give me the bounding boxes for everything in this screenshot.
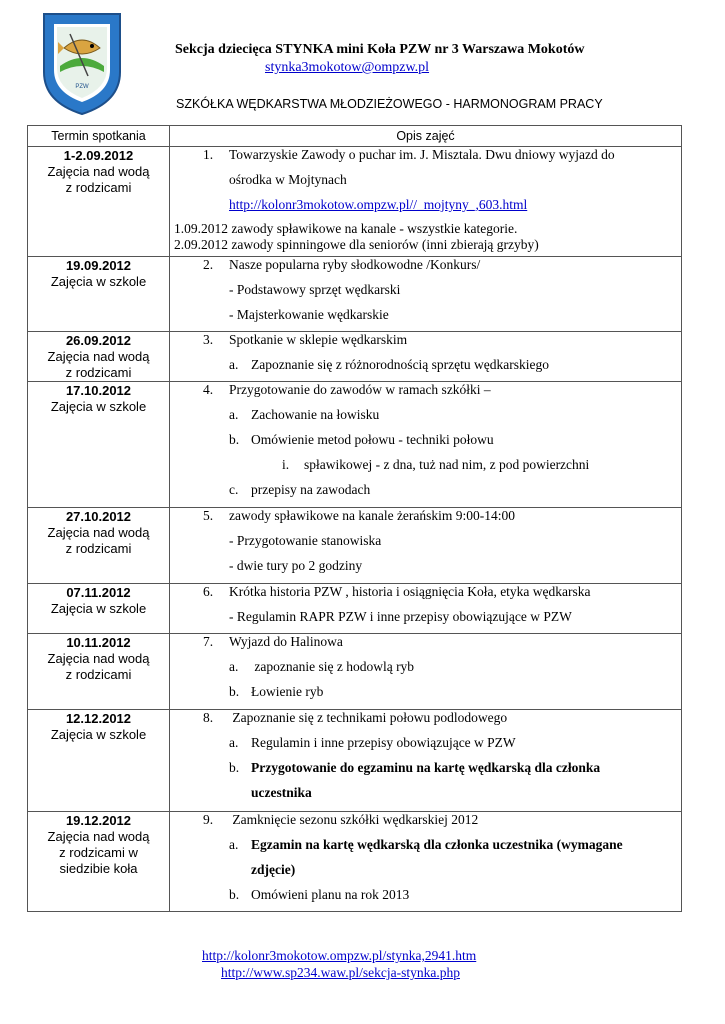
row-date-cell xyxy=(28,710,170,812)
sub-item xyxy=(170,404,681,429)
row-description-cell xyxy=(170,710,682,812)
sub-item xyxy=(170,884,681,909)
meeting-type-cont: z rodzicami xyxy=(65,541,132,556)
stynka-page-link[interactable]: http://kolonr3mokotow.ompzw.pl/stynka,2941.htm xyxy=(202,948,477,963)
sub-item xyxy=(170,354,681,379)
item-number: 2. xyxy=(203,257,214,272)
table-row xyxy=(28,634,682,710)
item-text-cont: ośrodka w Mojtynach xyxy=(229,172,347,187)
row-description-cell xyxy=(170,382,682,508)
item-text: Nasze popularna ryby słodkowodne /Konkurs/ xyxy=(229,257,481,272)
note-line: 1.09.2012 zawody spławikowe na kanale - wszystkie kategorie. xyxy=(174,221,518,236)
meeting-date: 1-2.09.2012 xyxy=(63,148,134,163)
table-row xyxy=(28,710,682,812)
meeting-type-cont: z rodzicami xyxy=(65,667,132,682)
sub-item xyxy=(170,681,681,706)
sub-text: Przygotowanie do egzaminu na kartę wędkarską dla członka xyxy=(251,760,601,775)
sub-letter: b. xyxy=(229,760,240,775)
contact-email-link[interactable]: stynka3mokotow@ompzw.pl xyxy=(265,60,430,75)
item-number: 7. xyxy=(203,634,214,649)
sub-letter: a. xyxy=(229,357,239,372)
sub-item xyxy=(170,479,681,504)
sub-text: Regulamin i inne przepisy obowiązujące w PZW xyxy=(251,735,516,750)
row-description-cell xyxy=(170,332,682,382)
list-item xyxy=(170,144,681,169)
table-row xyxy=(28,147,682,257)
sub-letter: b. xyxy=(229,432,240,447)
table-row xyxy=(28,508,682,584)
sub-item xyxy=(170,757,681,782)
sub-letter: a. xyxy=(229,837,239,852)
svg-text:PZW: PZW xyxy=(75,84,89,90)
table-row xyxy=(28,382,682,508)
meeting-date: 07.11.2012 xyxy=(66,585,131,600)
table-row xyxy=(28,584,682,634)
list-item xyxy=(170,505,681,530)
item-text: Wyjazd do Halinowa xyxy=(229,634,343,649)
sub-item xyxy=(170,732,681,757)
list-item xyxy=(170,631,681,656)
sub-letter: b. xyxy=(229,684,240,699)
item-text: zawody spławikowe na kanale żerańskim 9:00-14:00 xyxy=(229,508,516,523)
table-row xyxy=(28,332,682,382)
meeting-type: Zajęcia w szkole xyxy=(50,399,147,414)
list-item xyxy=(170,581,681,606)
item-number: 6. xyxy=(203,584,214,599)
sub-item xyxy=(170,656,681,681)
meeting-type: Zajęcia nad wodą xyxy=(47,349,150,364)
organization-title: Sekcja dziecięca STYNKA mini Koła PZW nr 3 Warszawa Mokotów xyxy=(175,42,585,57)
sub-text: spławikowej - z dna, tuż nad nim, z pod powierzchni xyxy=(304,457,590,472)
item-number: 3. xyxy=(203,332,214,347)
row-date-cell xyxy=(28,147,170,257)
list-item xyxy=(170,379,681,404)
meeting-date: 19.09.2012 xyxy=(65,258,132,273)
sub-item: - Podstawowy sprzęt wędkarski xyxy=(229,282,401,297)
meeting-date: 17.10.2012 xyxy=(65,383,132,398)
column-header-opis: Opis zajęć xyxy=(170,126,682,147)
column-header-termin: Termin spotkania xyxy=(28,126,170,147)
sub-item: - Przygotowanie stanowiska xyxy=(229,533,382,548)
mojtyny-link[interactable]: http://kolonr3mokotow.ompzw.pl//_mojtyny_,603.html xyxy=(229,197,528,212)
row-description-cell xyxy=(170,812,682,912)
table-row xyxy=(28,257,682,332)
row-date-cell xyxy=(28,257,170,332)
sub-letter: a. xyxy=(229,735,239,750)
meeting-date: 12.12.2012 xyxy=(65,711,132,726)
sub-letter: i. xyxy=(282,457,290,472)
sub-sub-item xyxy=(170,454,681,479)
meeting-date: 26.09.2012 xyxy=(65,333,132,348)
sub-text: Omówienie metod połowu - techniki połowu xyxy=(251,432,494,447)
sub-item: - dwie tury po 2 godziny xyxy=(229,558,363,573)
row-date-cell xyxy=(28,332,170,382)
meeting-date: 27.10.2012 xyxy=(65,509,132,524)
schedule-table xyxy=(27,125,682,912)
sub-item xyxy=(170,429,681,454)
item-number: 8. xyxy=(203,710,214,725)
item-number: 5. xyxy=(203,508,214,523)
sub-letter: a. xyxy=(229,407,239,422)
meeting-date: 10.11.2012 xyxy=(66,635,131,650)
item-text: Zapoznanie się z technikami połowu podlodowego xyxy=(229,710,508,725)
club-crest-icon xyxy=(40,10,124,116)
item-text: Towarzyskie Zawody o puchar im. J. Misztala. Dwu dniowy wyjazd do xyxy=(229,147,615,162)
item-text: Zamknięcie sezonu szkółki wędkarskiej 2012 xyxy=(229,812,479,827)
meeting-type: Zajęcia nad wodą xyxy=(47,829,150,844)
item-number: 1. xyxy=(203,147,214,162)
sub-letter: c. xyxy=(229,482,239,497)
row-description-cell xyxy=(170,584,682,634)
meeting-type-cont: siedzibie koła xyxy=(59,861,138,876)
meeting-type: Zajęcia nad wodą xyxy=(47,651,150,666)
meeting-type: Zajęcia nad wodą xyxy=(47,525,150,540)
sub-text-cont: zdjęcie) xyxy=(251,862,296,877)
list-item xyxy=(170,329,681,354)
sub-letter: a. xyxy=(229,659,239,674)
sub-text: Zachowanie na łowisku xyxy=(251,407,380,422)
row-description-cell xyxy=(170,508,682,584)
list-item xyxy=(170,809,681,834)
sub-letter: b. xyxy=(229,887,240,902)
row-description-cell xyxy=(170,257,682,332)
item-text: Spotkanie w sklepie wędkarskim xyxy=(229,332,408,347)
row-description-cell xyxy=(170,634,682,710)
meeting-type-cont: z rodzicami xyxy=(65,180,132,195)
sub-text: Zapoznanie się z różnorodnością sprzętu wędkarskiego xyxy=(251,357,550,372)
table-row xyxy=(28,812,682,912)
row-date-cell xyxy=(28,634,170,710)
list-item xyxy=(170,254,681,279)
sub-text: zapoznanie się z hodowlą ryb xyxy=(251,659,415,674)
meeting-date: 19.12.2012 xyxy=(65,813,132,828)
row-date-cell xyxy=(28,812,170,912)
row-date-cell xyxy=(28,508,170,584)
sub-item: - Majsterkowanie wędkarskie xyxy=(229,307,389,322)
note-line: 2.09.2012 zawody spinningowe dla seniorów (inni zbierają grzyby) xyxy=(174,237,539,252)
meeting-type: Zajęcia w szkole xyxy=(50,601,147,616)
sub-text-cont: uczestnika xyxy=(251,785,312,800)
sub-text: Omówieni planu na rok 2013 xyxy=(251,887,410,902)
sub-item: - Regulamin RAPR PZW i inne przepisy obowiązujące w PZW xyxy=(229,609,572,624)
item-number: 4. xyxy=(203,382,214,397)
item-number: 9. xyxy=(203,812,214,827)
school-section-link[interactable]: http://www.sp234.waw.pl/sekcja-stynka.php xyxy=(221,965,460,980)
row-date-cell xyxy=(28,382,170,508)
sub-text: Łowienie ryb xyxy=(251,684,324,699)
row-description-cell xyxy=(170,147,682,257)
list-item xyxy=(170,707,681,732)
meeting-type: Zajęcia nad wodą xyxy=(47,164,150,179)
meeting-type: Zajęcia w szkole xyxy=(50,727,147,742)
sub-item xyxy=(170,834,681,859)
sub-text: Egzamin na kartę wędkarską dla członka uczestnika (wymagane xyxy=(251,837,623,852)
row-date-cell xyxy=(28,584,170,634)
document-title: SZKÓŁKA WĘDKARSTWA MŁODZIEŻOWEGO - HARMONOGRAM PRACY xyxy=(176,97,603,111)
club-logo xyxy=(40,10,124,116)
meeting-type: Zajęcia w szkole xyxy=(50,274,147,289)
item-text: Krótka historia PZW , historia i osiągnięcia Koła, etyka wędkarska xyxy=(229,584,591,599)
meeting-type-cont: z rodzicami xyxy=(65,365,132,380)
meeting-type-cont: z rodzicami w xyxy=(59,845,138,860)
item-text: Przygotowanie do zawodów w ramach szkółki – xyxy=(229,382,491,397)
sub-text: przepisy na zawodach xyxy=(251,482,371,497)
